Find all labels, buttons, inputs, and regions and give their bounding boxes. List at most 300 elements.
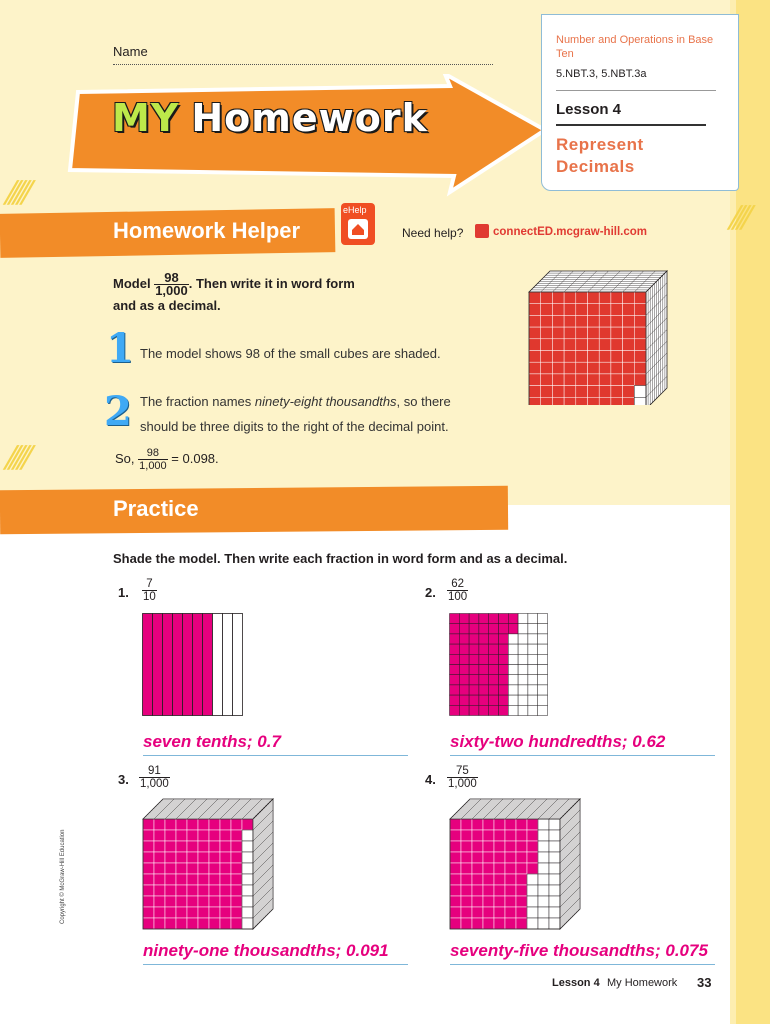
shaded-hundredth-square[interactable] [479, 675, 489, 685]
unshaded-hundredth-square[interactable] [508, 654, 518, 664]
shaded-thousandth-cube[interactable] [461, 885, 472, 896]
shaded-thousandth-cube[interactable] [472, 896, 483, 907]
shaded-hundredth-square[interactable] [459, 654, 469, 664]
unshaded-hundredth-square[interactable] [508, 685, 518, 695]
unshaded-hundredth-square[interactable] [508, 675, 518, 685]
shaded-thousandth-cube[interactable] [494, 819, 505, 830]
shaded-hundredth-square[interactable] [450, 634, 460, 644]
shaded-thousandth-cube[interactable] [472, 874, 483, 885]
shaded-thousandth-cube[interactable] [143, 885, 154, 896]
shaded-thousandth-cube[interactable] [220, 819, 231, 830]
shaded-thousandth-cube[interactable] [220, 918, 231, 929]
shaded-thousandth-cube[interactable] [165, 885, 176, 896]
shaded-thousandth-cube[interactable] [220, 841, 231, 852]
shaded-thousandth-cube[interactable] [516, 841, 527, 852]
shaded-thousandth-cube[interactable] [187, 874, 198, 885]
shaded-hundredth-square[interactable] [479, 614, 489, 624]
shaded-thousandth-cube[interactable] [516, 874, 527, 885]
shaded-thousandth-cube[interactable] [176, 896, 187, 907]
shaded-hundredth-square[interactable] [469, 634, 479, 644]
unshaded-hundredth-square[interactable] [508, 634, 518, 644]
unshaded-hundredth-square[interactable] [508, 695, 518, 705]
shaded-thousandth-cube[interactable] [505, 885, 516, 896]
unshaded-thousandth-cube[interactable] [549, 874, 560, 885]
shaded-thousandth-cube[interactable] [165, 874, 176, 885]
shaded-thousandth-cube[interactable] [461, 863, 472, 874]
shaded-tenth-strip[interactable] [173, 614, 183, 716]
shaded-hundredth-square[interactable] [450, 665, 460, 675]
shaded-hundredth-square[interactable] [469, 705, 479, 715]
unshaded-thousandth-cube[interactable] [242, 841, 253, 852]
shaded-thousandth-cube[interactable] [187, 863, 198, 874]
shaded-thousandth-cube[interactable] [198, 819, 209, 830]
shaded-hundredth-square[interactable] [499, 695, 509, 705]
shaded-thousandth-cube[interactable] [220, 863, 231, 874]
shaded-hundredth-square[interactable] [469, 685, 479, 695]
shaded-tenth-strip[interactable] [193, 614, 203, 716]
shaded-hundredth-square[interactable] [499, 675, 509, 685]
shaded-thousandth-cube[interactable] [505, 907, 516, 918]
shaded-thousandth-cube[interactable] [154, 918, 165, 929]
unshaded-thousandth-cube[interactable] [527, 907, 538, 918]
shaded-thousandth-cube[interactable] [154, 896, 165, 907]
shaded-thousandth-cube[interactable] [209, 863, 220, 874]
shaded-thousandth-cube[interactable] [483, 852, 494, 863]
unshaded-hundredth-square[interactable] [528, 705, 538, 715]
shaded-thousandth-cube[interactable] [220, 852, 231, 863]
shaded-hundredth-square[interactable] [479, 644, 489, 654]
shaded-thousandth-cube[interactable] [154, 819, 165, 830]
shaded-thousandth-cube[interactable] [527, 819, 538, 830]
shaded-thousandth-cube[interactable] [483, 907, 494, 918]
shaded-hundredth-square[interactable] [489, 624, 499, 634]
unshaded-hundredth-square[interactable] [538, 695, 548, 705]
shaded-hundredth-square[interactable] [508, 614, 518, 624]
tenths-model[interactable] [142, 613, 244, 717]
unshaded-thousandth-cube[interactable] [527, 885, 538, 896]
shaded-hundredth-square[interactable] [489, 614, 499, 624]
shaded-thousandth-cube[interactable] [231, 819, 242, 830]
unshaded-thousandth-cube[interactable] [242, 830, 253, 841]
shaded-thousandth-cube[interactable] [505, 863, 516, 874]
unshaded-hundredth-square[interactable] [508, 705, 518, 715]
shaded-thousandth-cube[interactable] [494, 874, 505, 885]
shaded-thousandth-cube[interactable] [220, 874, 231, 885]
shaded-thousandth-cube[interactable] [231, 907, 242, 918]
shaded-thousandth-cube[interactable] [483, 841, 494, 852]
shaded-hundredth-square[interactable] [450, 705, 460, 715]
unshaded-thousandth-cube[interactable] [549, 885, 560, 896]
shaded-thousandth-cube[interactable] [187, 841, 198, 852]
shaded-thousandth-cube[interactable] [472, 863, 483, 874]
shaded-hundredth-square[interactable] [459, 624, 469, 634]
shaded-hundredth-square[interactable] [450, 654, 460, 664]
unshaded-thousandth-cube[interactable] [242, 918, 253, 929]
shaded-hundredth-square[interactable] [459, 685, 469, 695]
shaded-hundredth-square[interactable] [479, 624, 489, 634]
unshaded-thousandth-cube[interactable] [538, 819, 549, 830]
shaded-thousandth-cube[interactable] [165, 841, 176, 852]
shaded-thousandth-cube[interactable] [450, 907, 461, 918]
problem-3-answer[interactable]: ninety-one thousandths; 0.091 [143, 941, 389, 960]
shaded-tenth-strip[interactable] [203, 614, 213, 716]
unshaded-hundredth-square[interactable] [528, 644, 538, 654]
shaded-thousandth-cube[interactable] [242, 819, 253, 830]
shaded-thousandth-cube[interactable] [516, 852, 527, 863]
shaded-thousandth-cube[interactable] [461, 830, 472, 841]
unshaded-thousandth-cube[interactable] [242, 885, 253, 896]
shaded-thousandth-cube[interactable] [176, 830, 187, 841]
unshaded-hundredth-square[interactable] [518, 614, 528, 624]
shaded-thousandth-cube[interactable] [505, 830, 516, 841]
shaded-thousandth-cube[interactable] [483, 830, 494, 841]
shaded-thousandth-cube[interactable] [231, 896, 242, 907]
shaded-thousandth-cube[interactable] [483, 885, 494, 896]
shaded-thousandth-cube[interactable] [143, 874, 154, 885]
shaded-hundredth-square[interactable] [479, 705, 489, 715]
shaded-hundredth-square[interactable] [450, 695, 460, 705]
problem-2-answer[interactable]: sixty-two hundredths; 0.62 [450, 732, 666, 751]
unshaded-hundredth-square[interactable] [538, 675, 548, 685]
shaded-thousandth-cube[interactable] [472, 852, 483, 863]
unshaded-hundredth-square[interactable] [538, 705, 548, 715]
shaded-hundredth-square[interactable] [469, 695, 479, 705]
shaded-thousandth-cube[interactable] [450, 918, 461, 929]
unshaded-thousandth-cube[interactable] [549, 896, 560, 907]
shaded-hundredth-square[interactable] [450, 685, 460, 695]
shaded-thousandth-cube[interactable] [516, 819, 527, 830]
unshaded-hundredth-square[interactable] [518, 675, 528, 685]
shaded-thousandth-cube[interactable] [494, 907, 505, 918]
shaded-hundredth-square[interactable] [459, 675, 469, 685]
shaded-thousandth-cube[interactable] [220, 907, 231, 918]
shaded-hundredth-square[interactable] [479, 665, 489, 675]
shaded-thousandth-cube[interactable] [143, 841, 154, 852]
shaded-thousandth-cube[interactable] [176, 918, 187, 929]
shaded-hundredth-square[interactable] [469, 665, 479, 675]
thousandths-model-3[interactable] [142, 798, 274, 930]
shaded-thousandth-cube[interactable] [450, 885, 461, 896]
shaded-thousandth-cube[interactable] [143, 819, 154, 830]
shaded-hundredth-square[interactable] [489, 695, 499, 705]
shaded-thousandth-cube[interactable] [176, 852, 187, 863]
shaded-thousandth-cube[interactable] [154, 830, 165, 841]
shaded-thousandth-cube[interactable] [154, 885, 165, 896]
shaded-thousandth-cube[interactable] [165, 852, 176, 863]
shaded-thousandth-cube[interactable] [143, 852, 154, 863]
shaded-thousandth-cube[interactable] [209, 885, 220, 896]
shaded-thousandth-cube[interactable] [209, 918, 220, 929]
shaded-hundredth-square[interactable] [499, 654, 509, 664]
shaded-hundredth-square[interactable] [450, 624, 460, 634]
unshaded-thousandth-cube[interactable] [527, 918, 538, 929]
shaded-hundredth-square[interactable] [459, 614, 469, 624]
shaded-thousandth-cube[interactable] [154, 907, 165, 918]
unshaded-thousandth-cube[interactable] [549, 852, 560, 863]
shaded-hundredth-square[interactable] [479, 634, 489, 644]
shaded-thousandth-cube[interactable] [165, 918, 176, 929]
problem-1-answer[interactable]: seven tenths; 0.7 [143, 732, 281, 751]
shaded-hundredth-square[interactable] [489, 665, 499, 675]
shaded-thousandth-cube[interactable] [516, 896, 527, 907]
shaded-hundredth-square[interactable] [459, 644, 469, 654]
shaded-thousandth-cube[interactable] [143, 918, 154, 929]
unshaded-thousandth-cube[interactable] [527, 874, 538, 885]
shaded-hundredth-square[interactable] [489, 675, 499, 685]
shaded-thousandth-cube[interactable] [494, 863, 505, 874]
unshaded-thousandth-cube[interactable] [538, 874, 549, 885]
unshaded-hundredth-square[interactable] [538, 644, 548, 654]
shaded-thousandth-cube[interactable] [483, 874, 494, 885]
shaded-thousandth-cube[interactable] [494, 896, 505, 907]
unshaded-thousandth-cube[interactable] [538, 863, 549, 874]
shaded-hundredth-square[interactable] [459, 634, 469, 644]
shaded-thousandth-cube[interactable] [472, 918, 483, 929]
shaded-hundredth-square[interactable] [499, 624, 509, 634]
shaded-hundredth-square[interactable] [499, 665, 509, 675]
shaded-hundredth-square[interactable] [499, 614, 509, 624]
shaded-thousandth-cube[interactable] [198, 830, 209, 841]
shaded-hundredth-square[interactable] [499, 685, 509, 695]
shaded-thousandth-cube[interactable] [516, 863, 527, 874]
shaded-thousandth-cube[interactable] [143, 830, 154, 841]
unshaded-hundredth-square[interactable] [538, 685, 548, 695]
shaded-thousandth-cube[interactable] [231, 852, 242, 863]
shaded-thousandth-cube[interactable] [461, 874, 472, 885]
thousandths-model-4[interactable] [449, 798, 581, 930]
shaded-thousandth-cube[interactable] [516, 830, 527, 841]
unshaded-hundredth-square[interactable] [518, 665, 528, 675]
problem-4-answer[interactable]: seventy-five thousandths; 0.075 [450, 941, 708, 960]
shaded-thousandth-cube[interactable] [198, 885, 209, 896]
unshaded-hundredth-square[interactable] [538, 624, 548, 634]
shaded-thousandth-cube[interactable] [472, 885, 483, 896]
unshaded-hundredth-square[interactable] [528, 614, 538, 624]
shaded-tenth-strip[interactable] [153, 614, 163, 716]
unshaded-thousandth-cube[interactable] [549, 830, 560, 841]
shaded-thousandth-cube[interactable] [450, 841, 461, 852]
shaded-hundredth-square[interactable] [469, 614, 479, 624]
shaded-thousandth-cube[interactable] [461, 819, 472, 830]
shaded-thousandth-cube[interactable] [527, 863, 538, 874]
shaded-hundredth-square[interactable] [450, 644, 460, 654]
shaded-thousandth-cube[interactable] [187, 819, 198, 830]
shaded-thousandth-cube[interactable] [209, 874, 220, 885]
shaded-hundredth-square[interactable] [499, 705, 509, 715]
shaded-thousandth-cube[interactable] [187, 885, 198, 896]
shaded-thousandth-cube[interactable] [143, 907, 154, 918]
unshaded-thousandth-cube[interactable] [242, 852, 253, 863]
unshaded-hundredth-square[interactable] [518, 695, 528, 705]
unshaded-thousandth-cube[interactable] [538, 896, 549, 907]
shaded-thousandth-cube[interactable] [220, 896, 231, 907]
shaded-thousandth-cube[interactable] [220, 830, 231, 841]
unshaded-tenth-strip[interactable] [223, 614, 233, 716]
shaded-thousandth-cube[interactable] [516, 907, 527, 918]
unshaded-thousandth-cube[interactable] [538, 885, 549, 896]
shaded-thousandth-cube[interactable] [494, 885, 505, 896]
unshaded-hundredth-square[interactable] [538, 654, 548, 664]
shaded-thousandth-cube[interactable] [198, 874, 209, 885]
shaded-thousandth-cube[interactable] [209, 896, 220, 907]
shaded-thousandth-cube[interactable] [450, 874, 461, 885]
shaded-thousandth-cube[interactable] [220, 885, 231, 896]
shaded-thousandth-cube[interactable] [461, 896, 472, 907]
unshaded-thousandth-cube[interactable] [549, 907, 560, 918]
unshaded-thousandth-cube[interactable] [538, 852, 549, 863]
unshaded-tenth-strip[interactable] [213, 614, 223, 716]
shaded-thousandth-cube[interactable] [198, 852, 209, 863]
unshaded-thousandth-cube[interactable] [549, 819, 560, 830]
shaded-thousandth-cube[interactable] [176, 907, 187, 918]
unshaded-hundredth-square[interactable] [518, 685, 528, 695]
shaded-thousandth-cube[interactable] [516, 885, 527, 896]
shaded-thousandth-cube[interactable] [143, 896, 154, 907]
shaded-thousandth-cube[interactable] [231, 841, 242, 852]
shaded-thousandth-cube[interactable] [505, 852, 516, 863]
unshaded-hundredth-square[interactable] [518, 644, 528, 654]
unshaded-thousandth-cube[interactable] [549, 918, 560, 929]
shaded-thousandth-cube[interactable] [176, 885, 187, 896]
shaded-thousandth-cube[interactable] [461, 852, 472, 863]
shaded-hundredth-square[interactable] [479, 654, 489, 664]
unshaded-hundredth-square[interactable] [518, 654, 528, 664]
shaded-thousandth-cube[interactable] [209, 830, 220, 841]
shaded-hundredth-square[interactable] [450, 675, 460, 685]
shaded-thousandth-cube[interactable] [505, 819, 516, 830]
connected-link[interactable]: connectED.mcgraw-hill.com [493, 226, 648, 238]
shaded-thousandth-cube[interactable] [231, 885, 242, 896]
shaded-thousandth-cube[interactable] [527, 841, 538, 852]
shaded-thousandth-cube[interactable] [154, 841, 165, 852]
shaded-thousandth-cube[interactable] [483, 918, 494, 929]
shaded-thousandth-cube[interactable] [483, 863, 494, 874]
shaded-thousandth-cube[interactable] [165, 896, 176, 907]
shaded-thousandth-cube[interactable] [187, 896, 198, 907]
unshaded-hundredth-square[interactable] [518, 634, 528, 644]
shaded-thousandth-cube[interactable] [494, 852, 505, 863]
shaded-thousandth-cube[interactable] [461, 907, 472, 918]
shaded-thousandth-cube[interactable] [209, 841, 220, 852]
unshaded-hundredth-square[interactable] [538, 634, 548, 644]
shaded-thousandth-cube[interactable] [231, 830, 242, 841]
shaded-hundredth-square[interactable] [479, 685, 489, 695]
unshaded-hundredth-square[interactable] [528, 624, 538, 634]
shaded-thousandth-cube[interactable] [483, 819, 494, 830]
shaded-thousandth-cube[interactable] [165, 830, 176, 841]
hundredths-model[interactable] [449, 613, 549, 717]
unshaded-hundredth-square[interactable] [528, 675, 538, 685]
shaded-thousandth-cube[interactable] [198, 841, 209, 852]
shaded-thousandth-cube[interactable] [231, 874, 242, 885]
shaded-thousandth-cube[interactable] [154, 852, 165, 863]
shaded-thousandth-cube[interactable] [187, 907, 198, 918]
shaded-hundredth-square[interactable] [489, 644, 499, 654]
shaded-thousandth-cube[interactable] [198, 907, 209, 918]
shaded-thousandth-cube[interactable] [494, 841, 505, 852]
unshaded-hundredth-square[interactable] [528, 695, 538, 705]
shaded-thousandth-cube[interactable] [165, 819, 176, 830]
shaded-hundredth-square[interactable] [489, 705, 499, 715]
shaded-hundredth-square[interactable] [508, 624, 518, 634]
shaded-hundredth-square[interactable] [469, 654, 479, 664]
shaded-thousandth-cube[interactable] [483, 896, 494, 907]
shaded-hundredth-square[interactable] [450, 614, 460, 624]
shaded-thousandth-cube[interactable] [450, 819, 461, 830]
unshaded-hundredth-square[interactable] [538, 665, 548, 675]
shaded-hundredth-square[interactable] [499, 644, 509, 654]
shaded-thousandth-cube[interactable] [143, 863, 154, 874]
shaded-thousandth-cube[interactable] [527, 852, 538, 863]
shaded-thousandth-cube[interactable] [209, 819, 220, 830]
unshaded-thousandth-cube[interactable] [527, 896, 538, 907]
shaded-thousandth-cube[interactable] [187, 852, 198, 863]
shaded-thousandth-cube[interactable] [198, 918, 209, 929]
shaded-thousandth-cube[interactable] [461, 841, 472, 852]
shaded-thousandth-cube[interactable] [176, 841, 187, 852]
shaded-hundredth-square[interactable] [459, 665, 469, 675]
shaded-tenth-strip[interactable] [183, 614, 193, 716]
shaded-thousandth-cube[interactable] [176, 863, 187, 874]
shaded-thousandth-cube[interactable] [209, 907, 220, 918]
shaded-hundredth-square[interactable] [489, 634, 499, 644]
shaded-thousandth-cube[interactable] [472, 907, 483, 918]
shaded-thousandth-cube[interactable] [527, 830, 538, 841]
unshaded-hundredth-square[interactable] [528, 665, 538, 675]
shaded-thousandth-cube[interactable] [231, 918, 242, 929]
shaded-tenth-strip[interactable] [163, 614, 173, 716]
unshaded-hundredth-square[interactable] [538, 614, 548, 624]
shaded-thousandth-cube[interactable] [472, 841, 483, 852]
shaded-hundredth-square[interactable] [499, 634, 509, 644]
shaded-hundredth-square[interactable] [469, 624, 479, 634]
unshaded-thousandth-cube[interactable] [549, 841, 560, 852]
shaded-thousandth-cube[interactable] [165, 907, 176, 918]
unshaded-thousandth-cube[interactable] [538, 907, 549, 918]
unshaded-hundredth-square[interactable] [518, 624, 528, 634]
shaded-hundredth-square[interactable] [469, 675, 479, 685]
unshaded-tenth-strip[interactable] [233, 614, 243, 716]
shaded-thousandth-cube[interactable] [450, 830, 461, 841]
unshaded-hundredth-square[interactable] [508, 665, 518, 675]
shaded-thousandth-cube[interactable] [187, 918, 198, 929]
unshaded-thousandth-cube[interactable] [538, 830, 549, 841]
unshaded-hundredth-square[interactable] [518, 705, 528, 715]
shaded-thousandth-cube[interactable] [516, 918, 527, 929]
shaded-thousandth-cube[interactable] [505, 896, 516, 907]
unshaded-hundredth-square[interactable] [528, 634, 538, 644]
shaded-thousandth-cube[interactable] [165, 863, 176, 874]
unshaded-hundredth-square[interactable] [528, 654, 538, 664]
shaded-thousandth-cube[interactable] [198, 896, 209, 907]
shaded-thousandth-cube[interactable] [176, 874, 187, 885]
shaded-thousandth-cube[interactable] [494, 918, 505, 929]
shaded-thousandth-cube[interactable] [505, 918, 516, 929]
shaded-thousandth-cube[interactable] [450, 863, 461, 874]
unshaded-thousandth-cube[interactable] [242, 907, 253, 918]
shaded-thousandth-cube[interactable] [209, 852, 220, 863]
unshaded-thousandth-cube[interactable] [538, 841, 549, 852]
shaded-thousandth-cube[interactable] [154, 863, 165, 874]
shaded-thousandth-cube[interactable] [494, 830, 505, 841]
unshaded-hundredth-square[interactable] [528, 685, 538, 695]
shaded-thousandth-cube[interactable] [187, 830, 198, 841]
shaded-hundredth-square[interactable] [459, 705, 469, 715]
unshaded-thousandth-cube[interactable] [549, 863, 560, 874]
shaded-hundredth-square[interactable] [479, 695, 489, 705]
shaded-thousandth-cube[interactable] [505, 841, 516, 852]
shaded-thousandth-cube[interactable] [505, 874, 516, 885]
